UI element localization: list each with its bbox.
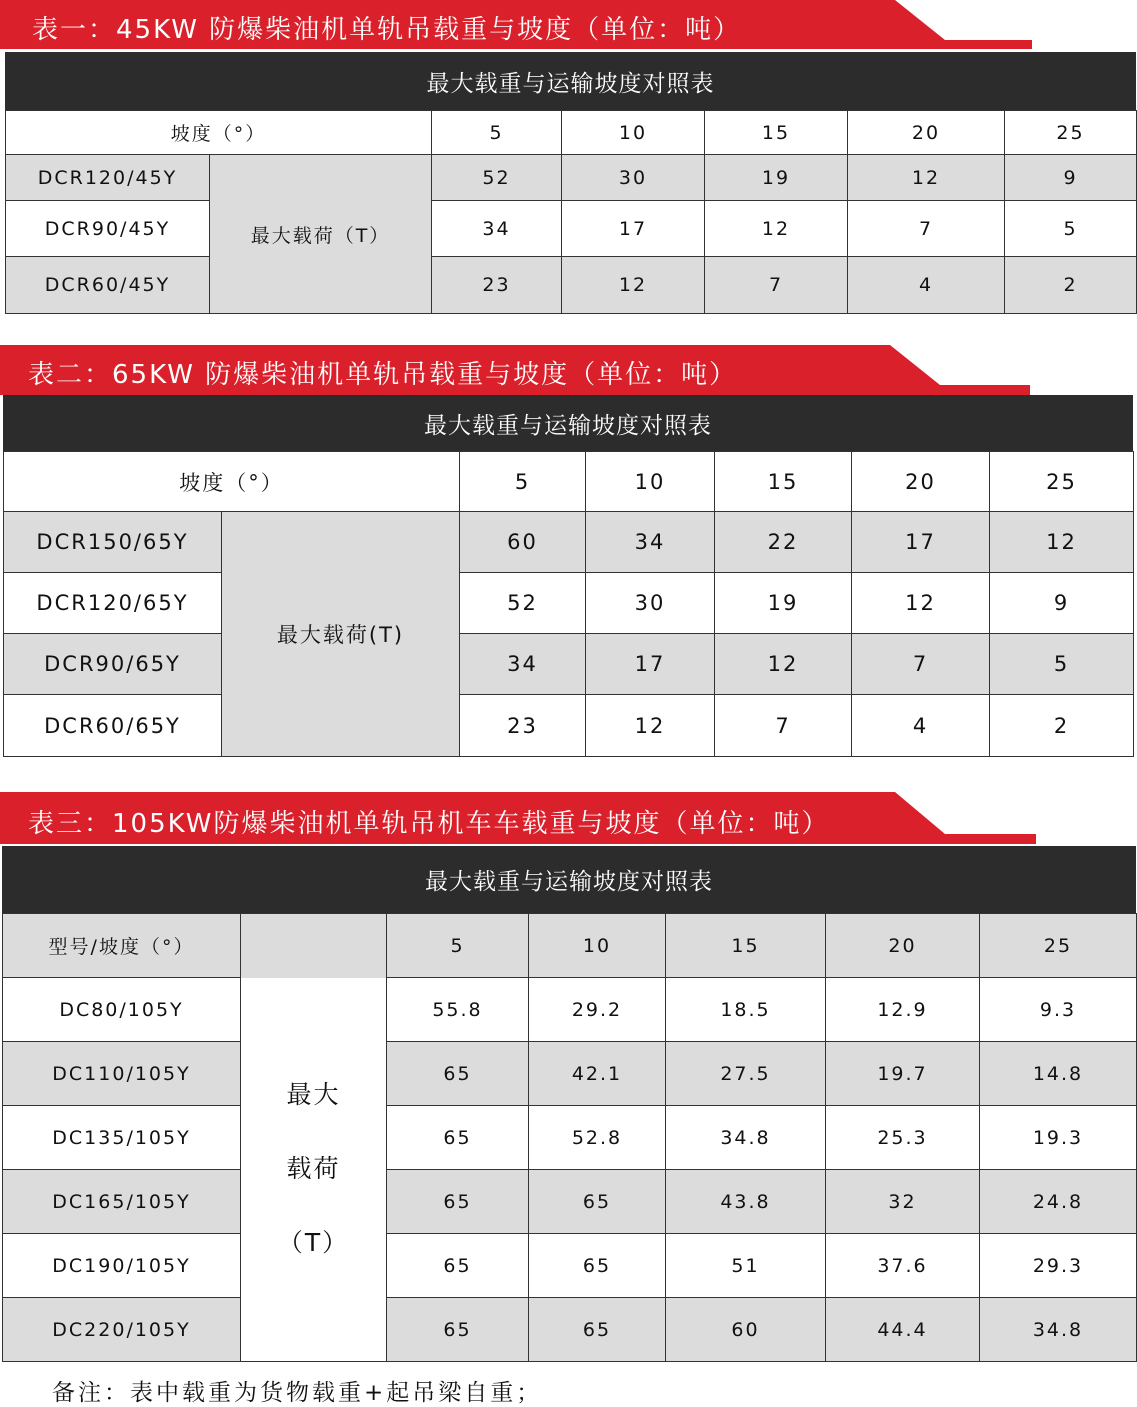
table-cell: 19 [705,155,848,201]
table1-grid [5,110,1137,314]
table2-slope-25: 25 [990,452,1134,512]
table-cell: 29.2 [529,978,666,1042]
table3-banner [0,792,1045,846]
table-cell: 12 [848,155,1005,201]
table-row [4,512,1134,573]
table-row [3,978,1137,1042]
table-cell: 12 [852,573,990,634]
table2-subtitle: 最大载重与运输坡度对照表 [3,395,1133,451]
table-cell: 65 [529,1170,666,1234]
table-cell: 34.8 [666,1106,826,1170]
table-cell: 9 [1005,155,1137,201]
table-cell: 34 [586,512,715,573]
table-cell: 34 [432,201,562,257]
table1-model: DCR90/45Y [6,201,210,257]
table3-slope-25: 25 [980,914,1137,978]
table2-slope-15: 15 [715,452,852,512]
table-cell: 4 [848,257,1005,314]
table3-model: DC80/105Y [3,978,241,1042]
table-cell: 19.7 [826,1042,980,1106]
table1-model: DCR120/45Y [6,155,210,201]
table3-title: 表三：105KW防爆柴油机单轨吊机车车载重与坡度（单位：吨） [28,809,830,839]
table-cell: 52.8 [529,1106,666,1170]
table-cell: 51 [666,1234,826,1298]
table3-header-blank [241,914,387,978]
table-cell: 37.6 [826,1234,980,1298]
table-cell: 12 [705,201,848,257]
table-cell: 65 [529,1298,666,1362]
table3-model: DC165/105Y [3,1170,241,1234]
table-cell: 24.8 [980,1170,1137,1234]
table-row [3,1170,1137,1234]
table3-header-row [3,914,1137,978]
table-cell: 65 [387,1170,529,1234]
table2-model: DCR90/65Y [4,634,222,695]
table2-model: DCR60/65Y [4,695,222,757]
table2-grid [3,451,1134,757]
table-cell: 60 [666,1298,826,1362]
table3-model: DC110/105Y [3,1042,241,1106]
table-row [4,695,1134,757]
table2-model: DCR150/65Y [4,512,222,573]
table1-title: 表一：45KW 防爆柴油机单轨吊载重与坡度（单位：吨） [32,15,742,45]
table-row [3,1234,1137,1298]
table3-load-label-line1: 最大 [286,1080,341,1110]
table2-slope-10: 10 [586,452,715,512]
table-cell: 44.4 [826,1298,980,1362]
table3-model: DC135/105Y [3,1106,241,1170]
table1-slope-15: 15 [705,111,848,155]
table1-header-row [6,111,1137,155]
table-cell: 12 [562,257,705,314]
table2-model: DCR120/65Y [4,573,222,634]
table-cell: 32 [826,1170,980,1234]
table-cell: 7 [705,257,848,314]
table1-banner [0,0,1040,52]
table1-slope-5: 5 [432,111,562,155]
table-cell: 19.3 [980,1106,1137,1170]
table-row [3,1042,1137,1106]
table-cell: 19 [715,573,852,634]
table-cell: 25.3 [826,1106,980,1170]
table-cell: 65 [387,1298,529,1362]
table-row [6,155,1137,201]
footnote: 备注：表中载重为货物载重+起吊梁自重； [52,1380,543,1406]
table-cell: 12 [586,695,715,757]
table-cell: 22 [715,512,852,573]
table3-model: DC220/105Y [3,1298,241,1362]
table-cell: 42.1 [529,1042,666,1106]
table-cell: 65 [529,1234,666,1298]
table-cell: 17 [852,512,990,573]
table-cell: 12.9 [826,978,980,1042]
table-row [6,201,1137,257]
table-cell: 17 [562,201,705,257]
table-cell: 30 [562,155,705,201]
table-cell: 52 [432,155,562,201]
table3-load-label-line2: 载荷 [286,1154,341,1184]
table3-model: DC190/105Y [3,1234,241,1298]
table1-slope-10: 10 [562,111,705,155]
table3-load-label-line3: （T） [277,1228,350,1258]
table-cell: 43.8 [666,1170,826,1234]
table-cell: 7 [852,634,990,695]
table3-slope-10: 10 [529,914,666,978]
table-cell: 9.3 [980,978,1137,1042]
table2-slope-5: 5 [460,452,586,512]
table-cell: 60 [460,512,586,573]
table-cell: 34 [460,634,586,695]
table-cell: 4 [852,695,990,757]
table-row [3,1298,1137,1362]
table-cell: 2 [990,695,1134,757]
table-cell: 5 [1005,201,1137,257]
table-cell: 29.3 [980,1234,1137,1298]
table2-load-label: 最大载荷(T) [222,512,460,757]
table3-slope-5: 5 [387,914,529,978]
table3-slope-20: 20 [826,914,980,978]
table-cell: 7 [848,201,1005,257]
table2-title: 表二：65KW 防爆柴油机单轨吊载重与坡度（单位：吨） [28,360,738,390]
table-cell: 18.5 [666,978,826,1042]
table-cell: 65 [387,1042,529,1106]
table-cell: 12 [990,512,1134,573]
table3-load-label [241,978,387,1362]
table1-slope-20: 20 [848,111,1005,155]
table2-slope-20: 20 [852,452,990,512]
table2-banner [0,345,1040,397]
table3-slope-label: 型号/坡度（°） [3,914,241,978]
table-cell: 30 [586,573,715,634]
table-cell: 65 [387,1234,529,1298]
table-cell: 23 [460,695,586,757]
table-cell: 12 [715,634,852,695]
table-cell: 17 [586,634,715,695]
table-row [6,257,1137,314]
table-row [4,634,1134,695]
table3-slope-15: 15 [666,914,826,978]
table-cell: 2 [1005,257,1137,314]
table1-slope-25: 25 [1005,111,1137,155]
table1-load-label: 最大载荷（T） [210,155,432,314]
table-cell: 5 [990,634,1134,695]
table-cell: 34.8 [980,1298,1137,1362]
table-cell: 27.5 [666,1042,826,1106]
table-cell: 55.8 [387,978,529,1042]
table3-subtitle: 最大载重与运输坡度对照表 [2,846,1136,913]
table-cell: 52 [460,573,586,634]
table2-slope-label: 坡度（°） [4,452,460,512]
table-cell: 14.8 [980,1042,1137,1106]
table-cell: 9 [990,573,1134,634]
table2-header-row [4,452,1134,512]
table-cell: 23 [432,257,562,314]
table-cell: 7 [715,695,852,757]
table3-grid [2,913,1137,1362]
table-row [3,1106,1137,1170]
table-cell: 65 [387,1106,529,1170]
table1-slope-label: 坡度（°） [6,111,432,155]
table1-model: DCR60/45Y [6,257,210,314]
table1-subtitle: 最大载重与运输坡度对照表 [5,52,1136,110]
table-row [4,573,1134,634]
